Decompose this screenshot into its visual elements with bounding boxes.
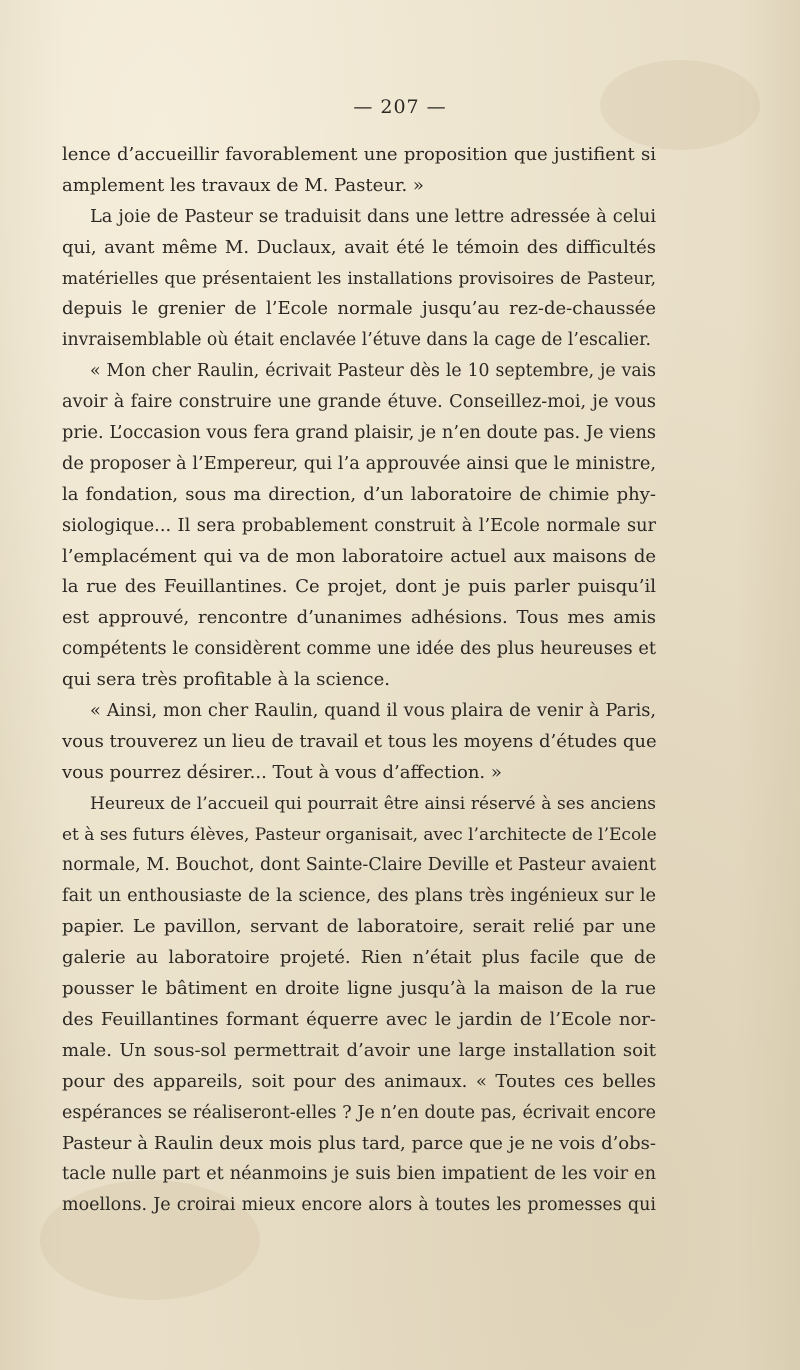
- text-line: avoir à faire construire une grande étuve. Conseillez-moi, je vous: [62, 392, 656, 413]
- text-line: « Ainsi, mon cher Raulin, quand il vous plaira de venir à Paris,: [90, 701, 656, 722]
- text-line: la rue des Feuillantines. Ce projet, dont je puis parler puisqu’il: [62, 576, 656, 598]
- text-line: male. Un sous-sol permettrait d’avoir une large installation soit: [62, 1039, 656, 1061]
- text-line: des Feuillantines formant équerre avec le jardin de l’Ecole nor-: [62, 1008, 656, 1030]
- text-line: la fondation, sous ma direction, d’un laboratoire de chimie phy-: [62, 483, 656, 505]
- text-line: compétents le considèrent comme une idée des plus heureuses et: [62, 639, 656, 660]
- text-line: qui, avant même M. Duclaux, avait été le témoin des difficultés: [62, 236, 656, 258]
- text-line: Pasteur à Raulin deux mois plus tard, parce que je ne vois d’obs-: [62, 1132, 656, 1154]
- text-line: prie. L’occasion vous fera grand plaisir, je n’en doute pas. Je viens: [62, 423, 656, 444]
- text-line: l’emplacément qui va de mon laboratoire actuel aux maisons de: [62, 545, 656, 567]
- text-line: La joie de Pasteur se traduisit dans une lettre adressée à celui: [90, 206, 656, 227]
- text-line: moellons. Je croirai mieux encore alors à toutes les promesses qui: [62, 1195, 656, 1216]
- text-line: lence d’accueillir favorablement une proposition que justifient si: [62, 144, 656, 165]
- text-line: Heureux de l’accueil qui pourrait être ainsi réservé à ses anciens: [90, 793, 656, 814]
- text-line: vous pourrez désirer... Tout à vous d’affection. »: [62, 761, 502, 783]
- text-line: est approuvé, rencontre d’unanimes adhésions. Tous mes amis: [62, 607, 656, 629]
- body-text: [62, 140, 656, 1221]
- text-line: matérielles que présentaient les installations provisoires de Pasteur,: [62, 268, 656, 289]
- text-line: de proposer à l’Empereur, qui l’a approuvée ainsi que le ministre,: [62, 453, 656, 474]
- text-line: tacle nulle part et néanmoins je suis bien impatient de les voir en: [62, 1164, 656, 1185]
- text-line: siologique... Il sera probablement construit à l’Ecole normale sur: [62, 515, 656, 536]
- text-line: qui sera très profitable à la science.: [62, 669, 391, 691]
- text-line: et à ses futurs élèves, Pasteur organisait, avec l’architecte de l’Ecole: [62, 824, 657, 845]
- text-line: papier. Le pavillon, servant de laboratoire, serait relié par une: [62, 916, 656, 938]
- text-line: espérances se réaliseront-elles ? Je n’en doute pas, écrivait encore: [62, 1102, 656, 1123]
- page-number: — 207 —: [353, 96, 447, 118]
- text-line: depuis le grenier de l’Ecole normale jusqu’au rez-de-chaussée: [62, 298, 656, 320]
- text-line: amplement les travaux de M. Pasteur. »: [62, 174, 424, 196]
- text-line: normale, M. Bouchot, dont Sainte-Claire Deville et Pasteur avaient: [62, 855, 656, 876]
- text-line: « Mon cher Raulin, écrivait Pasteur dès le 10 septembre, je vais: [90, 361, 656, 382]
- text-line: galerie au laboratoire projeté. Rien n’était plus facile que de: [62, 947, 656, 969]
- text-line: invraisemblable où était enclavée l’étuve dans la cage de l’escalier.: [62, 330, 651, 351]
- text-line: pousser le bâtiment en droite ligne jusqu’à la maison de la rue: [62, 978, 656, 1000]
- text-line: vous trouverez un lieu de travail et tous les moyens d’études que: [62, 730, 657, 752]
- text-line: fait un enthousiaste de la science, des plans très ingénieux sur le: [62, 886, 656, 907]
- text-line: pour des appareils, soit pour des animaux. « Toutes ces belles: [62, 1070, 656, 1092]
